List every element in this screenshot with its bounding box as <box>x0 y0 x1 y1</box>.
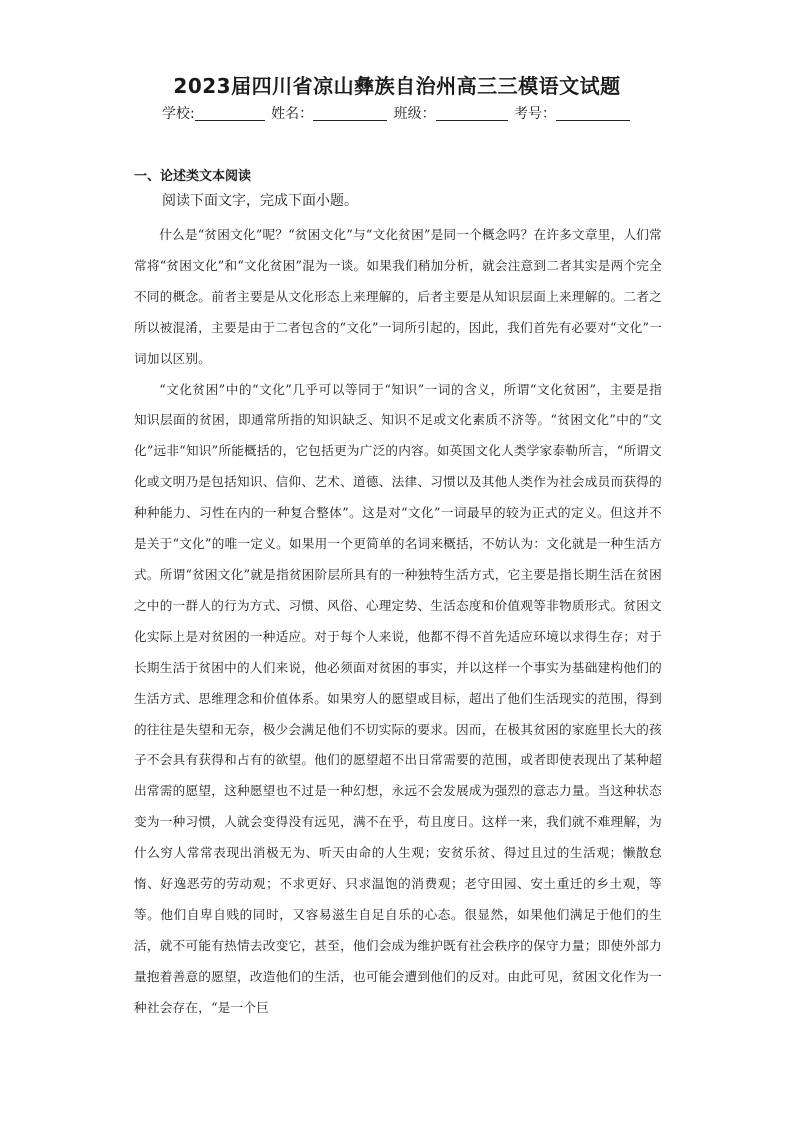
school-blank[interactable] <box>195 106 265 121</box>
section-heading: 一、论述类文本阅读 <box>134 169 252 184</box>
document-title: 2023届四川省凉山彝族自治州高三三模语文试题 <box>173 74 621 98</box>
name-blank[interactable] <box>313 106 387 121</box>
passage-paragraph: 什么是“贫困文化”呢？“贫困文化”与“文化贫困”是同一个概念吗？在许多文章里，人们常常将“贫困文化”和“文化贫困”混为一谈。如果我们稍加分析，就会注意到二者其实是两个完全不同的概念。前者主要是从文化形态上来理解的，后者主要是从知识层面上来理解的。二者之所以被混淆，主要是由于二者包含的“文化”一词所引起的，因此，我们首先有必要对“文化”一词加以区别。 <box>134 227 662 366</box>
class-blank[interactable] <box>436 106 508 121</box>
school-label: 学校: <box>161 106 195 122</box>
exam-number-blank[interactable] <box>556 106 630 121</box>
class-label: 班级： <box>393 106 436 122</box>
exam-number-label: 考号： <box>514 106 557 122</box>
name-label: 姓名： <box>271 106 314 122</box>
passage-paragraph: “文化贫困”中的“文化”几乎可以等同于“知识”一词的含义，所谓“文化贫困”，主要是指知识层面的贫困，即通常所指的知识缺乏、知识不足或文化素质不济等。“贫困文化”中的“文化”远非“知识”所能概括的，它包括更为广泛的内容。如英国文化人类学家泰勒所言，“所谓文化或文明乃是包括知识、信仰、艺术、道德、法律、习惯以及其他人类作为社会成员而获得的种种能力、习性在内的一种复合整体”。这是对“文化”一词最早的较为正式的定义。但这并不是关于“文化”的唯一定义。如果用一个更简单的名词来概括，不妨认为：文化就是一种生活方式。所谓“贫困文化”就是指贫困阶层所具有的一种独特生活方式，它主要是指长期生活在贫困之中的一群人的行为方式、习惯、风俗、心理定势、生活态度和价值观等非物质形式。贫困文化实际上是对贫困的一种适应。对于每个人来说，他都不得不首先适应环境以求得生存；对于长期生活于贫困中的人们来说，他必须面对贫困的事实，并以这样一个事实为基础建构他们的生活方式、思维理念和价值体系。如果穷人的愿望或目标，超出了他们生活现实的范围，得到的往往是失望和无奈，极少会满足他们不切实际的要求。因而，在极其贫困的家庭里长大的孩子不会具有获得和占有的欲望。他们的愿望超不出日常需要的范围，或者即使表现出了某种超出常需的愿望，这种愿望也不过是一种幻想，永远不会发展成为强烈的意志力量。当这种状态变为一种习惯，人就会变得没有远见，满不在乎，苟且度日。这样一来，我们就不难理解，为什么穷人常常表现出消极无为、听天由命的人生观；安贫乐贫、得过且过的生活观；懒散怠惰、好逸恶劳的劳动观；不求更好、只求温饱的消费观；老守田园、安土重迁的乡土观，等等。他们自卑自贱的同时，又容易滋生自足自乐的心态。很显然，如果他们满足于他们的生活，就不可能有热情去改变它，甚至，他们会成为维护既有社会秩序的保守力量；即使外部力量抱着善意的愿望，改造他们的生活，也可能会遭到他们的反对。由此可见，贫困文化作为一种社会存在，“是一个巨 <box>134 381 662 1015</box>
student-info-row <box>0 103 794 123</box>
instruction-text: 阅读下面文字，完成下面小题。 <box>162 193 358 209</box>
reading-passage <box>134 220 662 1024</box>
